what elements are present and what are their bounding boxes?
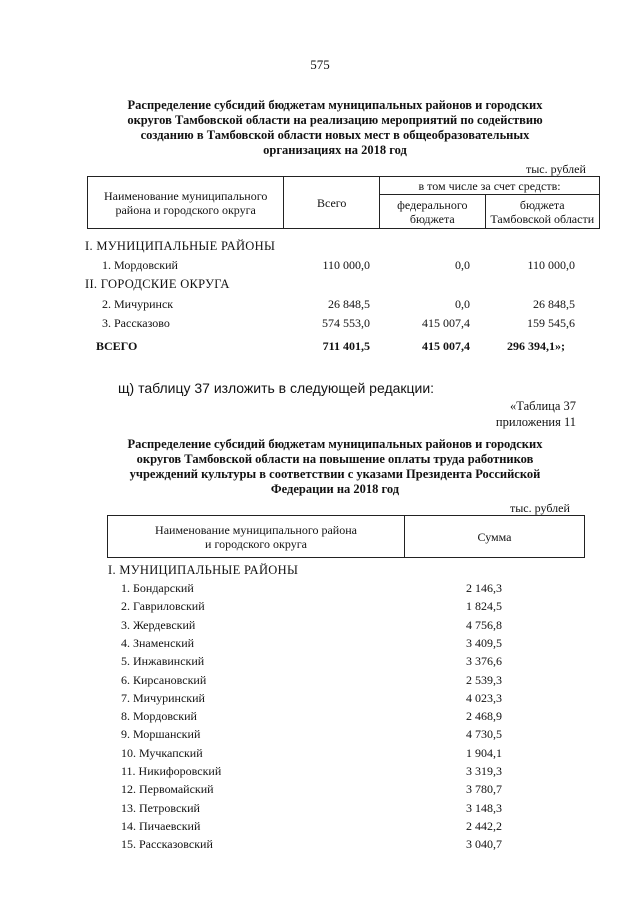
table2-row-sum: 3 409,5 [466,636,502,650]
header-text: района и городского округа [115,202,256,217]
table2-row-sum: 4 023,3 [466,691,502,705]
table1-total-federal: 415 007,4 [422,339,470,353]
table2-row-sum: 2 539,3 [466,673,502,687]
table1-section-districts: I. МУНИЦИПАЛЬНЫЕ РАЙОНЫ [85,239,276,253]
table1-total-regional: 296 394,1»; [507,339,565,353]
table1-row-federal: 0,0 [455,297,470,311]
table2-row-name: 11. Никифоровский [121,764,222,778]
table2-row-sum: 3 319,3 [466,764,502,778]
table1-row-total: 574 553,0 [322,316,370,330]
table1-title-line: Распределение субсидий бюджетам муниципальных районов и городских [127,98,543,112]
table2-title [100,437,570,497]
table2-row-name: 1. Бондарский [121,581,194,595]
table2-row-name: 12. Первомайский [121,782,214,796]
table2-row-sum: 3 376,6 [466,654,502,668]
table2-row-sum: 3 148,3 [466,801,502,815]
table2-row-name: 15. Рассказовский [121,837,213,851]
table2-row-name: 3. Жердевский [121,618,196,632]
table1-row-name: 2. Мичуринск [102,297,174,311]
table2-row-sum: 2 146,3 [466,581,502,595]
table-reference [440,398,576,430]
instruction-text: щ) таблицу 37 изложить в следующей редакции: [118,380,435,396]
table1-total-total: 711 401,5 [322,339,370,353]
table1-row-total: 26 848,5 [328,297,370,311]
page-number: 575 [310,57,330,72]
table2-row-name: 5. Инжавинский [121,654,205,668]
table2-row-name: 8. Мордовский [121,709,197,723]
table2-row-name: 6. Кирсановский [121,673,207,687]
table1-header-total: Всего [284,177,380,229]
table1-row-federal: 0,0 [455,258,470,272]
table2-title-line: округов Тамбовской области на повышение оплаты труда работников [136,452,534,466]
table1-row-name: 1. Мордовский [102,258,178,272]
table-reference-line: приложения 11 [495,415,576,429]
table1-row-regional: 159 545,6 [527,316,575,330]
table2-row-sum: 3 040,7 [466,837,502,851]
table1-row-regional: 26 848,5 [533,297,575,311]
table1-header [87,176,600,229]
table2-title-line: Федерации на 2018 год [270,482,400,496]
table1-title-line: созданию в Тамбовской области новых мест в общеобразовательных [140,128,530,142]
table1-units: тыс. рублей [526,162,586,176]
header-text: бюджета [519,197,565,212]
table2-row-sum: 1 904,1 [466,746,502,760]
table2-row-sum: 2 442,2 [466,819,502,833]
table2-title-line: Распределение субсидий бюджетам муниципальных районов и городских [127,437,543,451]
table2-row-name: 10. Мучкапский [121,746,203,760]
table2-header-sum: Сумма [405,516,585,558]
table1-title-line: организациях на 2018 год [263,143,407,157]
table1-title-line: округов Тамбовской области на реализацию мероприятий по содействию [127,113,543,127]
table2-row-sum: 1 824,5 [466,599,502,613]
table2-row-name: 14. Пичаевский [121,819,201,833]
table1-title [100,98,570,158]
table2-row-name: 9. Моршанский [121,727,201,741]
table1-row-regional: 110 000,0 [527,258,575,272]
table2-row-sum: 2 468,9 [466,709,502,723]
header-text: бюджета [409,211,455,226]
table1-row-total: 110 000,0 [322,258,370,272]
header-text: и городского округа [205,536,307,551]
table2-row-name: 2. Гавриловский [121,599,205,613]
table2-row-sum: 4 730,5 [466,727,502,741]
table2-units: тыс. рублей [510,501,570,515]
table2-row-sum: 3 780,7 [466,782,502,796]
table1-header-regional [485,195,599,229]
table1-header-including: в том числе за счет средств: [380,177,600,195]
header-text: федерального [397,197,468,212]
table2-row-sum: 4 756,8 [466,618,502,632]
header-text: Наименование муниципального [103,188,268,203]
table1-section-cities: II. ГОРОДСКИЕ ОКРУГА [85,277,230,291]
table2-section-districts: I. МУНИЦИПАЛЬНЫЕ РАЙОНЫ [108,563,299,577]
table1-header-name [88,177,284,229]
table2-header [107,515,585,558]
table1-header-federal [380,195,485,229]
header-text: Тамбовской области [490,211,595,226]
table2-row-name: 4. Знаменский [121,636,195,650]
table1-total-name: ВСЕГО [96,339,138,353]
table1-row-name: 3. Рассказово [102,316,170,330]
table2-row-name: 13. Петровский [121,801,200,815]
header-text: Наименование муниципального района [155,522,357,537]
table2-header-name [108,516,405,558]
table2-title-line: учреждений культуры в соответствии с указами Президента Российской [129,467,541,481]
table1-row-federal: 415 007,4 [422,316,470,330]
table2-row-name: 7. Мичуринский [121,691,205,705]
table-reference-line: «Таблица 37 [510,399,576,413]
